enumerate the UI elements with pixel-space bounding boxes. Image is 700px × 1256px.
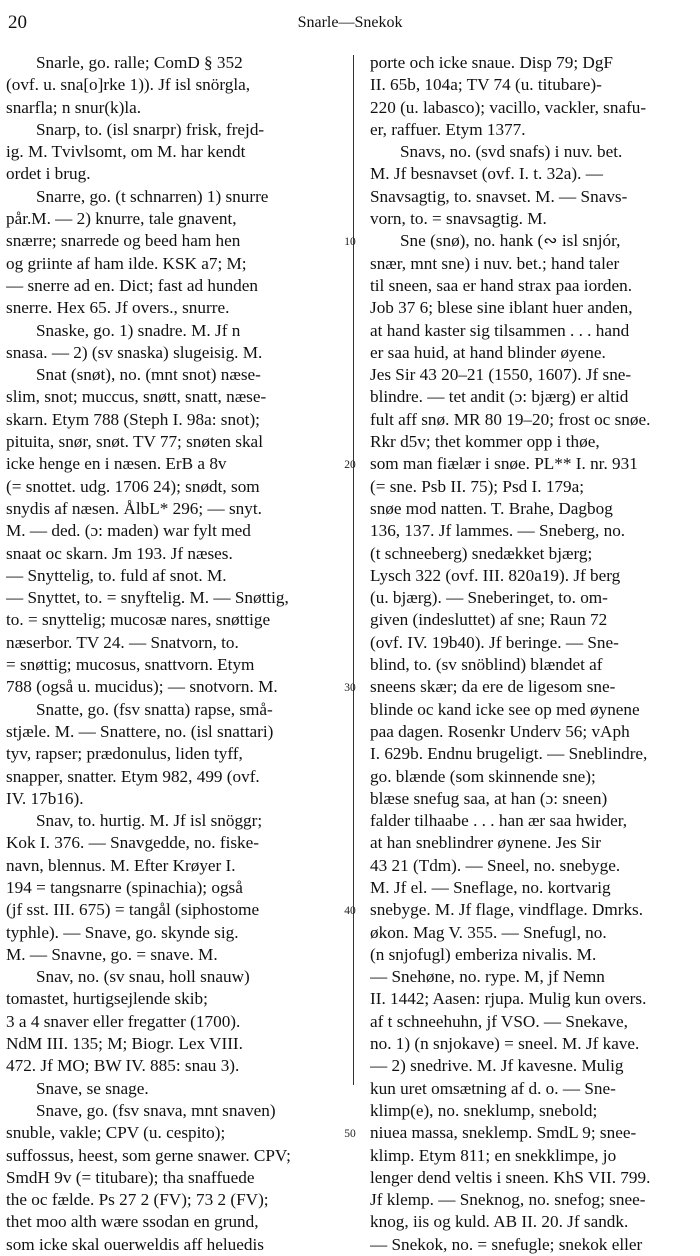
text-line: go. blænde (som skinnende sne); — [370, 766, 596, 786]
text-line: thet moo alth wære ssodan en grund, — [6, 1212, 259, 1232]
text-line: snærre; snarrede og beed ham hen — [6, 231, 241, 251]
text-line: næserbor. TV 24. — Snatvorn, to. — [6, 632, 239, 652]
text-line: — Snehøne, no. rype. M, jf Nemn — [370, 967, 605, 987]
text-line: — Snekok, no. = snefugle; snekok eller — [370, 1234, 643, 1254]
text-line: stjæle. M. — Snattere, no. (isl snattari) — [6, 721, 274, 741]
text-line: økon. Mag V. 355. — Snefugl, no. — [370, 922, 607, 942]
text-line: — Snyttet, to. = snyftelig. M. — Snøttig, — [6, 588, 289, 608]
text-line: Snarle, go. ralle; ComD § 352 — [36, 53, 243, 72]
text-line: er saa huid, at hand blinder øyene. — [370, 342, 606, 362]
text-line: Snarre, go. (t schnarren) 1) snurre — [36, 186, 269, 206]
text-line: Snave, go. (fsv snava, mnt snaven) — [36, 1100, 276, 1120]
text-line: niuea massa, sneklemp. SmdL 9; snee- — [370, 1123, 637, 1143]
text-line: 472. Jf MO; BW IV. 885: snau 3). — [6, 1056, 240, 1076]
text-line: Job 37 6; blese sine iblant huer anden, — [370, 298, 633, 318]
text-line: snapper, snatter. Etym 982, 499 (ovf. — [6, 766, 260, 786]
text-line: the oc fælde. Ps 27 2 (FV); 73 2 (FV); — [6, 1190, 269, 1210]
gutter-line-number: 50 — [344, 1128, 356, 1140]
text-line: navn, blennus. M. Efter Krøyer I. — [6, 855, 236, 875]
text-line: Jes Sir 43 20–21 (1550, 1607). Jf sne- — [370, 365, 632, 385]
left-column — [6, 52, 340, 1256]
gutter-line-number: 30 — [344, 682, 356, 694]
text-line: sneens skær; da ere de ligesom sne- — [370, 677, 616, 697]
text-line: snasa. — 2) (sv snaska) slugeisig. M. — [6, 342, 263, 362]
text-line: 136, 137. Jf lammes. — Sneberg, no. — [370, 521, 626, 541]
text-line: M. — ded. (ɔ: maden) war fylt med — [6, 521, 251, 541]
page-header — [4, 8, 696, 38]
text-line: skarn. Etym 788 (Steph I. 98a: snot); — [6, 409, 260, 429]
text-line: (= snottet. udg. 1706 24); snødt, som — [6, 476, 260, 496]
text-line: klimp. Etym 811; en snekklimpe, jo — [370, 1145, 617, 1165]
text-line: Sne (snø), no. hank (∾ isl snjór, — [400, 231, 621, 251]
running-head: Snarle—Snekok — [297, 14, 403, 31]
text-line: er, raffuer. Etym 1377. — [370, 119, 526, 139]
text-line: af t schneehuhn, jf VSO. — Snekave, — [370, 1011, 628, 1031]
text-line: og griinte af ham ilde. KSK a7; M; — [6, 253, 247, 273]
text-line: Snatte, go. (fsv snatta) rapse, små- — [36, 699, 273, 719]
text-line: Snav, to. hurtig. M. Jf isl snöggr; — [36, 811, 263, 831]
text-line: lenger dend veltis i sneen. KhS VII. 799. — [370, 1167, 651, 1187]
text-line: at han sneblindrer øynene. Jes Sir — [370, 833, 602, 853]
gutter-line-number: 20 — [344, 459, 356, 471]
text-line: given (indesluttet) af sne; Raun 72 — [370, 610, 608, 630]
text-line: snebyge. M. Jf flage, vindflage. Dmrks. — [370, 900, 644, 920]
text-line: Kok I. 376. — Snavgedde, no. fiske- — [6, 833, 259, 853]
text-line: kun uret omsætning af d. o. — Sne- — [370, 1078, 616, 1098]
gutter-line-number: 40 — [344, 905, 356, 917]
text-line: snuble, vakle; CPV (u. cespito); — [6, 1123, 226, 1143]
text-line: M. Jf el. — Sneflage, no. kortvarig — [370, 877, 611, 897]
text-line: 194 = tangsnarre (spinachia); også — [6, 877, 243, 897]
text-line: (ovf. IV. 19b40). Jf beringe. — Sne- — [370, 632, 619, 652]
text-line: Jf klemp. — Sneknog, no. snefog; snee- — [370, 1190, 646, 1210]
text-line: 43 21 (Tdm). — Sneel, no. snebyge. — [370, 855, 621, 875]
text-line: tyv, rapser; prædonulus, liden tyff, — [6, 744, 243, 764]
text-line: 220 (u. labasco); vacillo, vackler, snafu- — [370, 97, 647, 117]
text-line: vorn, to. = snavsagtig. M. — [370, 209, 547, 229]
gutter-line-number: 10 — [344, 236, 356, 248]
text-line: — Snyttelig, to. fuld af snot. M. — [6, 565, 227, 585]
text-line: NdM III. 135; M; Biogr. Lex VIII. — [6, 1034, 243, 1054]
text-line: klimp(e), no. sneklump, snebold; — [370, 1100, 598, 1120]
text-line: snær, mnt sne) i nuv. bet.; hand taler — [370, 253, 620, 273]
text-line: (n snjofugl) emberiza nivalis. M. — [370, 944, 597, 964]
text-line: (u. bjærg). — Sneberinget, to. om- — [370, 588, 608, 608]
text-line: tomastet, hurtigsejlende skib; — [6, 989, 208, 1009]
text-line: Snavs, no. (svd snafs) i nuv. bet. — [400, 142, 623, 162]
column-divider — [353, 55, 354, 1085]
text-line: blind, to. (sv snöblind) blændet af — [370, 655, 603, 675]
text-line: (= sne. Psb II. 75); Psd I. 179a; — [370, 476, 585, 496]
text-line: Snave, se snage. — [36, 1078, 149, 1098]
text-line: = snøttig; mucosus, snattvorn. Etym — [6, 655, 255, 675]
text-line: SmdH 9v (= titubare); tha snaffuede — [6, 1167, 255, 1187]
text-line: Rkr d5v; thet kommer opp i thøe, — [370, 432, 600, 452]
text-line: Snat (snøt), no. (mnt snot) næse- — [36, 365, 261, 385]
text-line: som icke skal ouerweldis aff heluedis — [6, 1234, 264, 1254]
text-line: knog, iis og kuld. AB II. 20. Jf sandk. — [370, 1212, 629, 1232]
text-line: Snavsagtig, to. snavset. M. — Snavs- — [370, 186, 628, 206]
text-line: (t schneeberg) snedækket bjærg; — [370, 543, 593, 563]
text-line: no. 1) (n snjokave) = sneel. M. Jf kave. — [370, 1034, 640, 1054]
text-line: Snarp, to. (isl snarpr) frisk, frejd- — [36, 119, 265, 139]
text-line: II. 1442; Aasen: rjupa. Mulig kun overs. — [370, 989, 647, 1009]
text-line: porte och icke snaue. Disp 79; DgF — [370, 53, 613, 72]
text-line: at hand kaster sig tilsammen . . . hand — [370, 320, 630, 340]
text-line: to. = snyttelig; mucosæ nares, snøttige — [6, 610, 271, 630]
text-line: blinde oc kand icke see op med øynene — [370, 699, 640, 719]
text-line: 788 (også u. mucidus); — snotvorn. M. — [6, 677, 278, 697]
text-line: II. 65b, 104a; TV 74 (u. titubare)- — [370, 75, 602, 95]
text-line: typhle). — Snave, go. skynde sig. — [6, 922, 239, 942]
text-line: M. — Snavne, go. = snave. M. — [6, 944, 218, 964]
right-column — [370, 52, 696, 1256]
text-line: paa dagen. Rosenkr Underv 56; vAph — [370, 721, 630, 741]
text-line: ordet i brug. — [6, 164, 91, 184]
text-line: snerre. Hex 65. Jf overs., snurre. — [6, 298, 230, 318]
text-line: snaat oc skarn. Jm 193. Jf næses. — [6, 543, 233, 563]
text-line: IV. 17b16). — [6, 788, 84, 808]
text-line: blæse snefug saa, at han (ɔ: sneen) — [370, 788, 608, 808]
text-line: snarfla; n snur(k)la. — [6, 97, 142, 117]
text-line: ig. M. Tvivlsomt, om M. har kendt — [6, 142, 246, 162]
text-line: slim, snot; muccus, snøtt, snatt, næse- — [6, 387, 267, 407]
text-line: Snav, no. (sv snau, holl snauw) — [36, 967, 250, 987]
text-line: blindre. — tet andit (ɔ: bjærg) er altid — [370, 387, 629, 407]
text-line: pituita, snør, snøt. TV 77; snøten skal — [6, 432, 263, 452]
text-line: — 2) snedrive. M. Jf kavesne. Mulig — [370, 1056, 624, 1076]
text-line: falder tilhaabe . . . han ær saa hwider, — [370, 811, 628, 831]
text-line: Snaske, go. 1) snadre. M. Jf n — [36, 320, 241, 340]
text-line: snydis af næsen. ÅlbL* 296; — snyt. — [6, 498, 262, 518]
text-line: fult aff snø. MR 80 19–20; frost oc snøe. — [370, 409, 651, 429]
text-line: som man fiælær i snøe. PL** I. nr. 931 — [370, 454, 638, 474]
text-line: pår.M. — 2) knurre, tale gnavent, — [6, 209, 237, 229]
text-line: til sneen, saa er hand strax paa iorden. — [370, 275, 633, 295]
text-line: (ovf. u. sna[o]rke 1)). Jf isl snörgla, — [6, 75, 251, 95]
text-line: I. 629b. Endnu brugeligt. — Sneblindre, — [370, 744, 648, 764]
text-line: M. Jf besnavset (ovf. I. t. 32a). — — [370, 164, 603, 184]
text-line: Lysch 322 (ovf. III. 820a19). Jf berg — [370, 565, 621, 585]
page-number: 20 — [8, 12, 27, 33]
text-line: snøe mod natten. T. Brahe, Dagbog — [370, 498, 613, 518]
text-line: suffossus, heest, som gerne snawer. CPV; — [6, 1145, 291, 1165]
text-line: (jf sst. III. 675) = tangål (siphostome — [6, 900, 260, 920]
text-line: — snerre ad en. Dict; fast ad hunden — [6, 275, 258, 295]
text-line: 3 a 4 snaver eller fregatter (1700). — [6, 1011, 241, 1031]
text-line: icke henge en i næsen. ErB a 8v — [6, 454, 227, 474]
